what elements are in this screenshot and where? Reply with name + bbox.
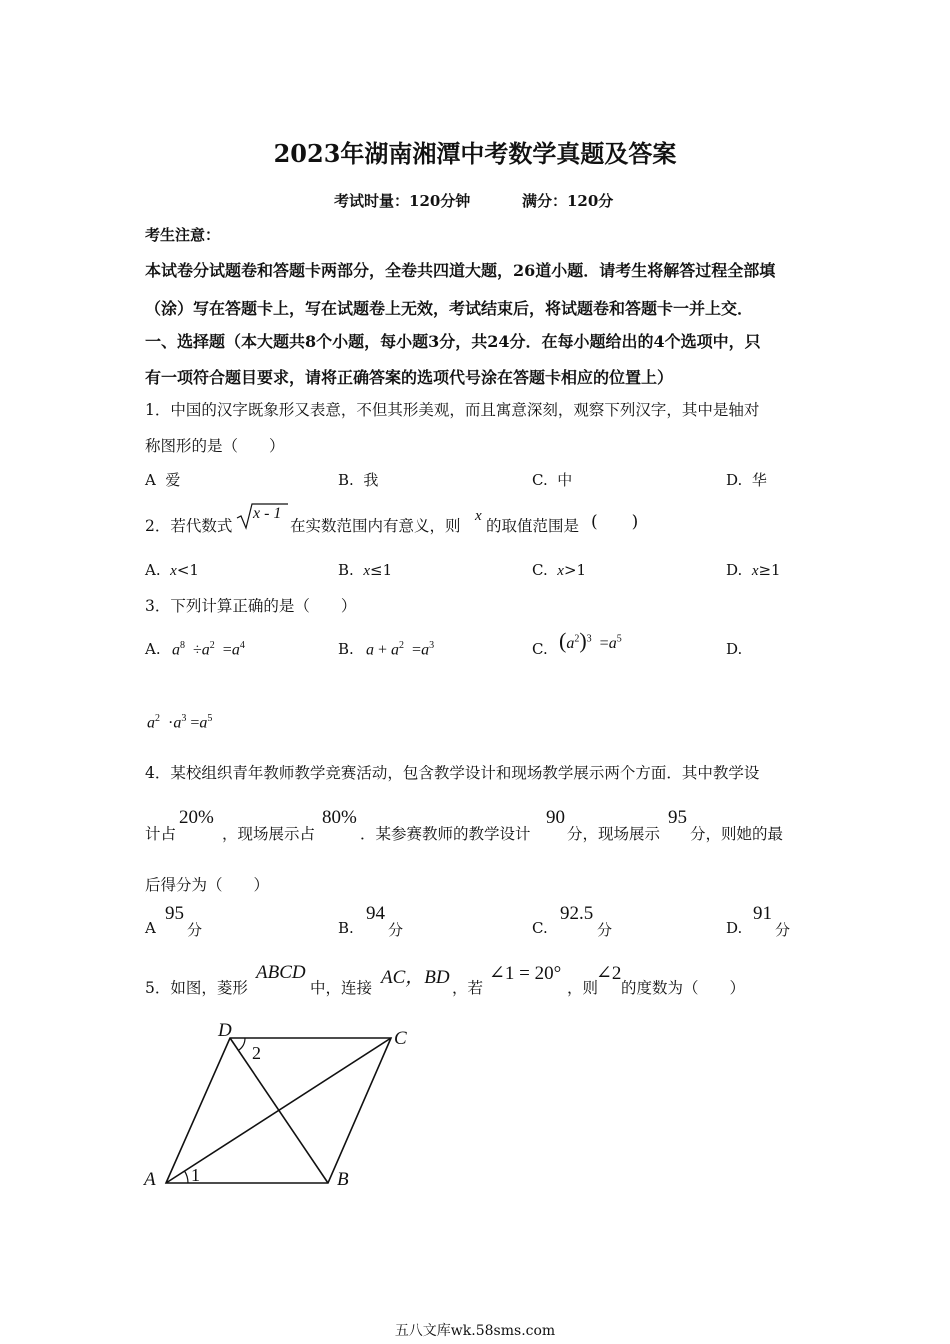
vertex-label-b: B <box>337 1169 349 1190</box>
section1-line-2: 有一项符合题目要求，请将正确答案的选项代号涂在答题卡相应的位置上） <box>145 368 674 387</box>
q4-score-live: 95 <box>668 807 687 828</box>
q4-seg-c: ．某参赛教师的教学设计 <box>360 825 531 843</box>
q4-option-b-letter: B. <box>338 919 354 937</box>
exam-time: 考试时量：120分钟 <box>334 192 471 210</box>
q3-stem: 3．下列计算正确的是（ ） <box>145 597 357 615</box>
angle-1-arc <box>185 1171 189 1183</box>
q1-option-d: D. 华 <box>726 471 767 489</box>
q4-seg-a: 计占 <box>145 825 177 843</box>
q4-seg-e: 分，则她的最 <box>690 825 784 843</box>
q4-option-d-value: 91 <box>753 903 772 924</box>
vertex-label-c: C <box>394 1028 407 1049</box>
q5-suffix: 的度数为（ ） <box>621 979 746 997</box>
q4-option-b-value: 94 <box>366 903 385 924</box>
q3-option-c-formula: $(a^2)^3 =a^5$ <box>559 628 622 653</box>
q1-option-b: B. 我 <box>338 471 379 489</box>
q1-option-c: C. 中 <box>532 471 573 489</box>
q5-mid-1: 中，连接 <box>310 979 373 997</box>
q2-option-c: C. x>1 <box>532 561 587 579</box>
notice-line-2: （涂）写在答题卡上，写在试题卷上无效，考试结束后，将试题卷和答题卡一并上交． <box>145 299 754 318</box>
q1-line-1: 1．中国的汉字既象形又表意，不但其形美观，而且寓意深刻，观察下列汉字，其中是轴对 <box>145 401 760 419</box>
diagonal-bd <box>230 1038 328 1183</box>
q2-middle: 在实数范围内有意义，则 <box>290 517 461 535</box>
q5-target: ∠2 <box>596 963 622 984</box>
q2-option-a: A. x<1 <box>145 561 199 579</box>
q4-option-c-value: 92.5 <box>560 903 594 924</box>
footer-watermark: 五八文库wk.58sms.com <box>394 1323 556 1339</box>
q4-option-a-letter: A <box>145 919 156 937</box>
q4-score-design: 90 <box>546 807 565 828</box>
angle-2-arc <box>238 1038 245 1050</box>
q2-option-b: B. x≤1 <box>338 561 393 579</box>
q3-option-b-letter: B. <box>338 640 354 658</box>
angle-label-2: 2 <box>252 1043 261 1063</box>
q4-option-a-unit: 分 <box>187 921 203 939</box>
q4-option-b-unit: 分 <box>388 921 404 939</box>
notice-line-1: 本试卷分试题卷和答题卡两部分，全卷共四道大题，26道小题．请考生将解答过程全部填 <box>145 261 776 280</box>
q5-condition: ∠1 = 20° <box>489 963 562 984</box>
q5-mid-3: ，则 <box>567 979 599 997</box>
q2-prefix: 2．若代数式 <box>145 517 233 535</box>
exam-score: 满分：120分 <box>522 192 614 210</box>
q5-shape: ABCD <box>256 962 306 983</box>
q4-option-d-letter: D. <box>726 919 743 937</box>
q1-option-a: A 爱 <box>145 471 181 489</box>
q2-suffix: 的取值范围是 <box>486 517 580 535</box>
vertex-label-d: D <box>218 1020 232 1041</box>
q4-pct-live: 80% <box>322 807 357 828</box>
angle-label-1: 1 <box>191 1165 200 1185</box>
q2-var: x <box>475 508 482 524</box>
rhombus-figure <box>130 1010 430 1200</box>
q2-paren: ( ) <box>591 512 639 532</box>
q2-option-d: D. x≥1 <box>726 561 781 579</box>
q4-seg-b: ，现场展示占 <box>222 825 316 843</box>
q3-option-b-formula: $a + a^2 =a^3$ <box>366 640 435 659</box>
vertex-label-a: A <box>144 1169 156 1190</box>
q4-option-d-unit: 分 <box>775 921 791 939</box>
q5-lines: AC，BD <box>381 967 450 988</box>
q4-option-c-letter: C. <box>532 919 548 937</box>
q4-seg-d: 分，现场展示 <box>567 825 661 843</box>
q2-radicand: x - 1 <box>253 505 282 522</box>
q4-option-a-value: 95 <box>165 903 184 924</box>
q5-prefix: 5．如图，菱形 <box>145 979 248 997</box>
q1-line-2: 称图形的是（ ） <box>145 437 285 455</box>
q4-line-1: 4．某校组织青年教师教学竞赛活动，包含教学设计和现场教学展示两个方面．其中教学设 <box>145 764 760 782</box>
page-title: 2023年湖南湘潭中考数学真题及答案 <box>273 139 677 168</box>
section1-line-1: 一、选择题（本大题共8个小题，每小题3分，共24分．在每小题给出的4个选项中，只 <box>145 332 761 351</box>
q4-pct-design: 20% <box>179 807 214 828</box>
q3-option-d-formula: $a^2 \cdot a^3 =a^5$ <box>147 713 213 732</box>
q3-option-c-letter: C. <box>532 640 548 658</box>
q3-option-d-letter: D. <box>726 640 743 658</box>
q5-mid-2: ，若 <box>452 979 484 997</box>
q3-option-a-formula: $a^8 \div a^2 =a^4$ <box>172 640 245 659</box>
q4-line-3: 后得分为（ ） <box>145 876 270 894</box>
q4-option-c-unit: 分 <box>597 921 613 939</box>
notice-heading: 考生注意： <box>145 226 221 244</box>
q3-option-a-letter: A. <box>145 640 161 658</box>
